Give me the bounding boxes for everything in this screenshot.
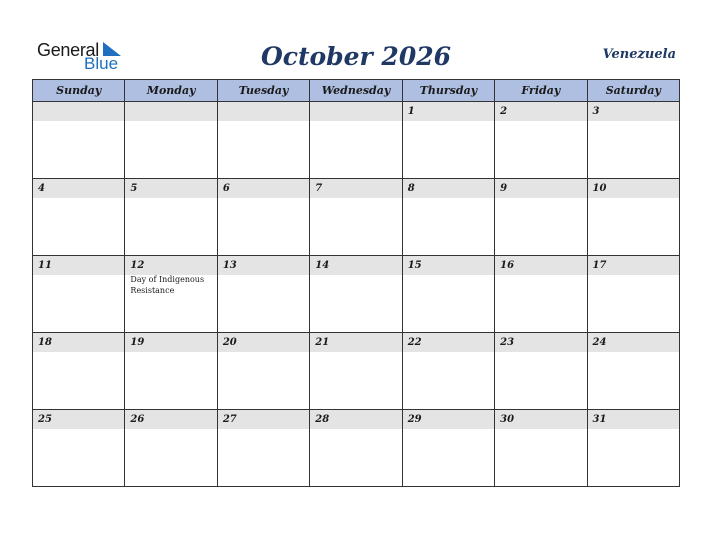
day-cell [217,333,309,410]
day-cell [217,410,309,487]
day-cell [495,410,587,487]
weekday-header: Wednesday [310,80,402,102]
day-cell [217,256,309,333]
day-cell [33,256,125,333]
day-cell [587,102,679,179]
day-number: 9 [495,179,586,198]
logo-blue-text: Blue [84,54,119,73]
day-number: 25 [33,410,124,429]
day-number: 6 [218,179,309,198]
day-cell [495,102,587,179]
day-cell [402,410,494,487]
day-number: 22 [403,333,494,352]
day-number: 4 [33,179,124,198]
day-cell [587,333,679,410]
day-number [33,102,124,121]
day-cell [125,410,217,487]
day-number: 26 [125,410,216,429]
weekday-header: Thursday [402,80,494,102]
day-number: 11 [33,256,124,275]
day-cell [587,256,679,333]
weekday-header: Tuesday [217,80,309,102]
day-cell [495,256,587,333]
day-number: 21 [310,333,401,352]
day-cell [310,333,402,410]
day-cell [33,102,125,179]
day-cell [125,256,217,333]
day-cell [310,179,402,256]
day-number: 14 [310,256,401,275]
week-row [33,410,680,487]
day-number: 31 [588,410,679,429]
day-cell [402,333,494,410]
day-number [125,102,216,121]
day-cell [33,333,125,410]
day-cell [310,102,402,179]
week-row [33,256,680,333]
day-number: 15 [403,256,494,275]
day-cell [217,102,309,179]
day-number: 17 [588,256,679,275]
day-cell [217,179,309,256]
day-number: 28 [310,410,401,429]
weekday-header: Friday [495,80,587,102]
calendar-grid [32,79,680,487]
day-cell [402,179,494,256]
day-number: 20 [218,333,309,352]
day-cell [587,179,679,256]
day-number: 24 [588,333,679,352]
day-cell [402,102,494,179]
day-number [310,102,401,121]
holiday-label: Day of Indigenous Resistance [130,275,205,295]
day-cell [402,256,494,333]
page-title: October 2026 [260,42,452,71]
day-number: 16 [495,256,586,275]
day-number: 1 [403,102,494,121]
weekday-header: Sunday [33,80,125,102]
week-row [33,333,680,410]
day-number: 29 [403,410,494,429]
country-label: Venezuela [602,47,676,62]
day-cell [495,179,587,256]
day-number [218,102,309,121]
day-cell [33,179,125,256]
day-cell [125,179,217,256]
day-number: 30 [495,410,586,429]
day-cell [310,256,402,333]
day-number: 2 [495,102,586,121]
day-number: 23 [495,333,586,352]
day-cell [125,102,217,179]
day-number: 27 [218,410,309,429]
day-number: 3 [588,102,679,121]
day-number: 10 [588,179,679,198]
logo-general-text: General [37,40,99,60]
weekday-header: Saturday [587,80,679,102]
day-cell [310,410,402,487]
day-number: 5 [125,179,216,198]
day-number: 7 [310,179,401,198]
week-row [33,179,680,256]
day-cell [495,333,587,410]
day-cell [587,410,679,487]
day-number: 13 [218,256,309,275]
day-number: 19 [125,333,216,352]
day-number: 18 [33,333,124,352]
weekday-header-row [33,80,680,102]
day-number: 12 [125,256,216,275]
week-row [33,102,680,179]
day-cell [125,333,217,410]
weekday-header: Monday [125,80,217,102]
day-cell [33,410,125,487]
day-number: 8 [403,179,494,198]
